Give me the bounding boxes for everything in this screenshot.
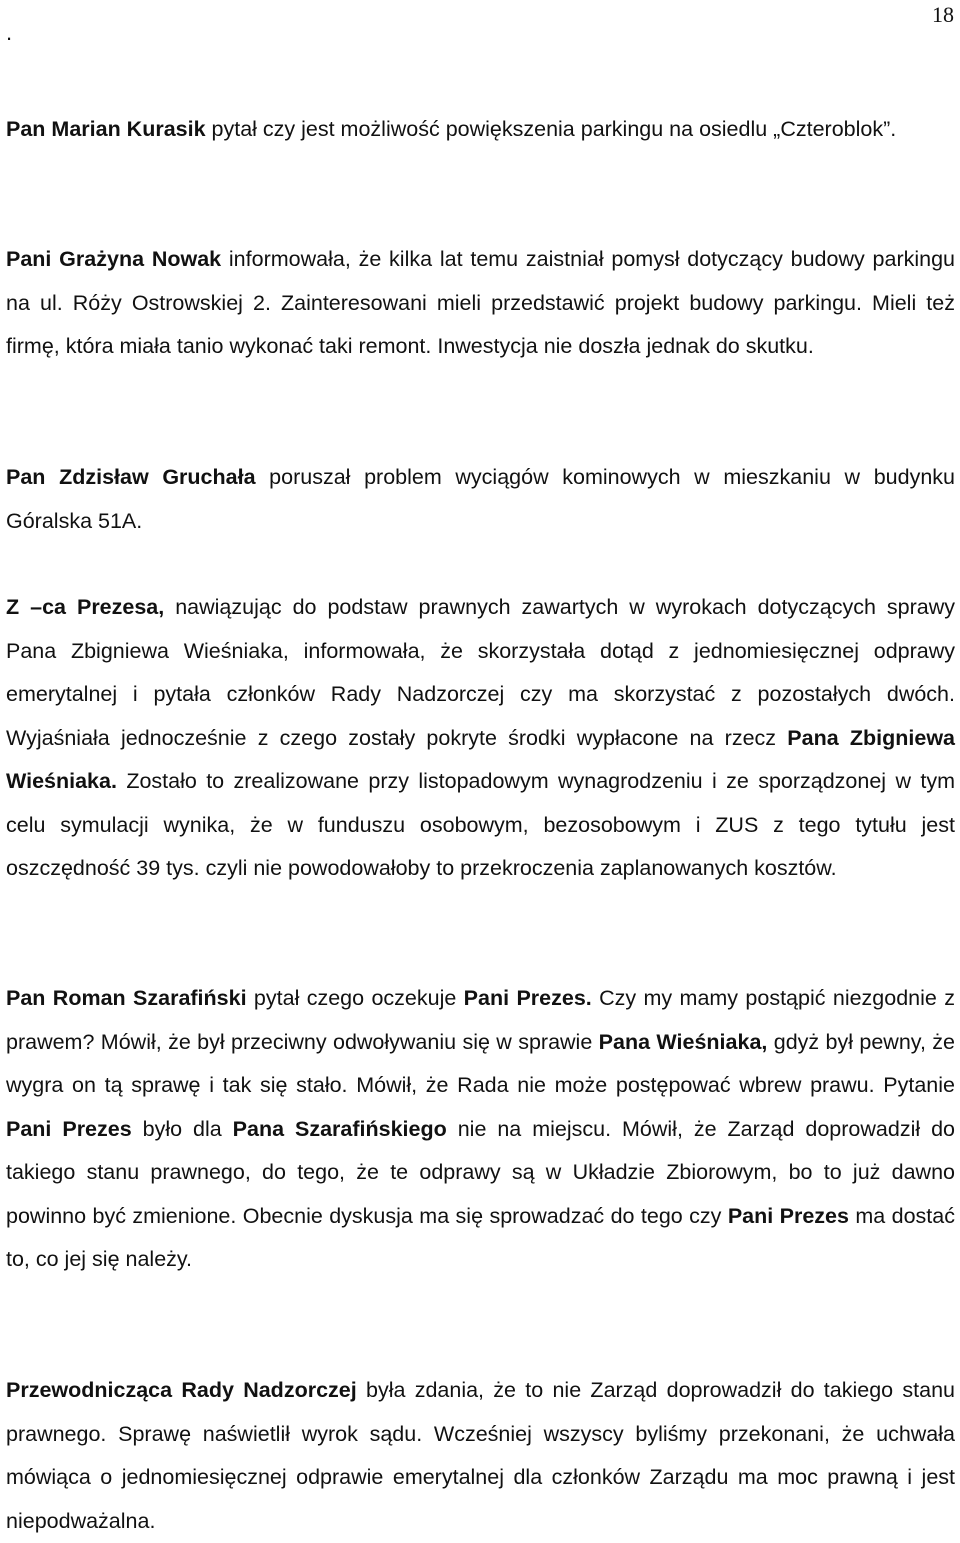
paragraph-text: Zostało to zrealizowane przy listopadowym wynagrodzeniu i ze sporządzonej w tym celu symulacji wynika, że w funduszu osobowym, bezosobowym i ZUS z tego tytułu jest oszczędność 39 tys. czyli nie powodowałoby to przekroczenia zaplanowanych kosztów. xyxy=(6,769,955,880)
bold-name: Pani Prezes. xyxy=(463,986,592,1010)
paragraph-szarafinski xyxy=(6,977,955,1282)
speaker-name: Pan Marian Kurasik xyxy=(6,117,206,141)
paragraph-text: pytał czy jest możliwość powiększenia parkingu na osiedlu „Czteroblok”. xyxy=(205,117,897,141)
paragraph-text: Czy my mamy postąpić niezgodnie z prawem? Mówił, że był przeciwny odwoływaniu się w sprawie xyxy=(6,986,955,1054)
paragraph-gruchala xyxy=(6,456,955,543)
paragraph-text: była zdania, że to nie Zarząd doprowadził do takiego stanu prawnego. Sprawę naświetlił wyrok sądu. Wcześniej wszyscy byliśmy przekonani, że uchwała mówiąca o jednomiesięcznej odprawie emerytalnej dla członków Zarządu ma moc prawną i jest niepodważalna. xyxy=(6,1378,955,1533)
paragraph-deputy-president xyxy=(6,586,955,891)
paragraph-text: było dla xyxy=(131,1116,233,1141)
paragraph-text: pytał czego oczekuje xyxy=(246,986,464,1010)
speaker-name: Pan Roman Szarafiński xyxy=(6,986,247,1010)
speaker-name: Z –ca Prezesa, xyxy=(6,595,165,619)
paragraph-chairwoman xyxy=(6,1369,955,1543)
paragraph-text: ma dostać to, co jej się należy. xyxy=(6,1203,955,1271)
paragraph-nowak xyxy=(6,238,955,369)
paragraph-text: gdyż był pewny, że wygra on tą sprawę i tak się stało. Mówił, że Rada nie może postępować wbrew prawu. Pytanie xyxy=(6,1029,955,1097)
bold-name: Pana Zbigniewa Wieśniaka. xyxy=(6,725,955,793)
speaker-name: Przewodnicząca Rady Nadzorczej xyxy=(6,1378,357,1402)
header-dot: . xyxy=(6,20,13,45)
paragraph-text: informowała, że kilka lat temu zaistniał pomysł dotyczący budowy parkingu na ul. Róży Ostrowskiej 2. Zainteresowani mieli przedstawić projekt budowy parkingu. Mieli też firmę, która miała tanio wykonać taki remont. Inwestycja nie doszła jednak do skutku. xyxy=(6,247,955,358)
bold-name: Pana Szarafińskiego xyxy=(232,1116,447,1141)
bold-name: Pana Wieśniaka, xyxy=(598,1029,768,1054)
paragraph-text: nawiązując do podstaw prawnych zawartych w wyrokach dotyczących sprawy Pana Zbigniewa Wieśniaka, informowała, że skorzystała dotąd z jednomiesięcznej odprawy emerytalnej i pytała członków Rady Nadzorczej czy ma skorzystać z pozostałych dwóch. Wyjaśniała jednocześnie z czego zostały pokryte środki wypłacone na rzecz xyxy=(6,595,955,750)
paragraph-text: nie na miejscu. Mówił, że Zarząd doprowadził do takiego stanu prawnego, do tego, że te odprawy są w Układzie Zbiorowym, bo to już dawno powinno być zmienione. Obecnie dyskusja ma się sprowadzać do tego czy xyxy=(6,1116,955,1228)
speaker-name: Pani Grażyna Nowak xyxy=(6,247,222,271)
paragraph-kurasik xyxy=(6,108,955,152)
page-number: 18 xyxy=(932,2,954,27)
bold-name: Pani Prezes xyxy=(727,1203,849,1228)
bold-name: Pani Prezes xyxy=(6,1116,132,1141)
speaker-name: Pan Zdzisław Gruchała xyxy=(6,465,256,489)
paragraph-text: poruszał problem wyciągów kominowych w mieszkaniu w budynku Góralska 51A. xyxy=(6,465,955,533)
